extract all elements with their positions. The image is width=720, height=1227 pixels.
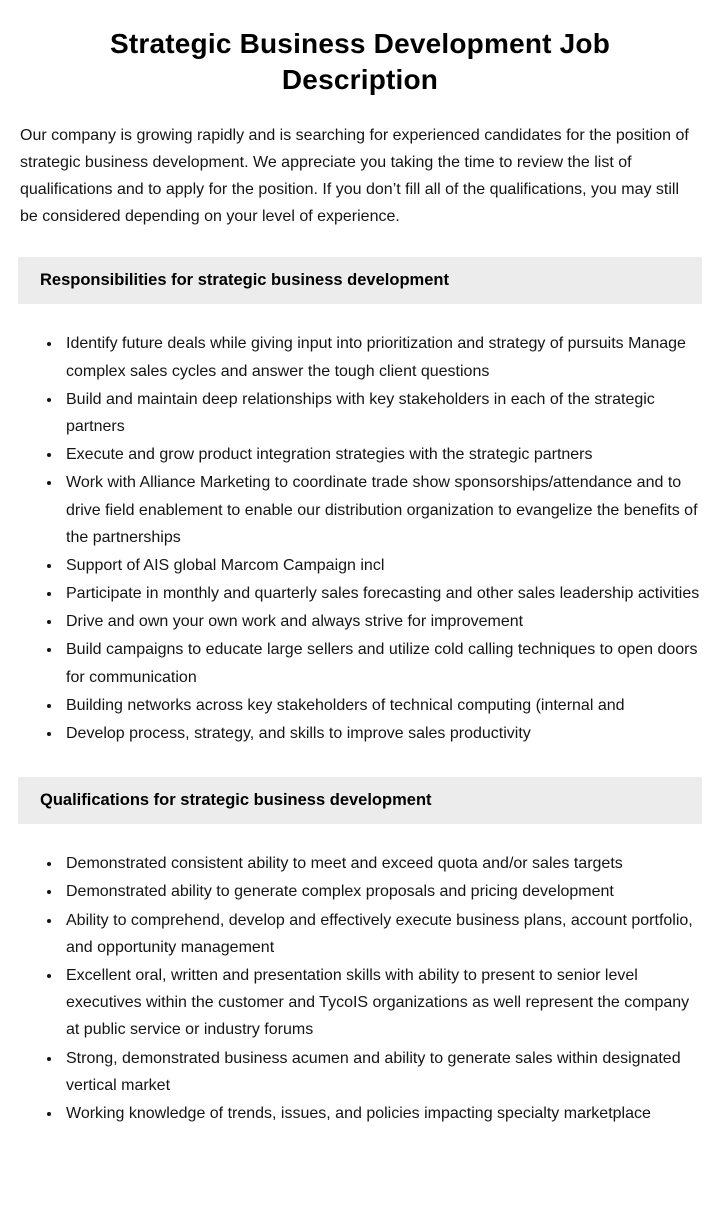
bullet-item: • Excellent oral, written and presentation skills with ability to present to senior level executives within the customer and TycoIS organizations as well represent the company at public service or industry forums (62, 962, 702, 1044)
bullet-item: • Work with Alliance Marketing to coordinate trade show sponsorships/attendance and to drive field enablement to enable our distribution organization to evangelize the benefits of the partnerships (62, 469, 702, 551)
responsibilities-list (18, 330, 702, 747)
bullet-item: • Strong, demonstrated business acumen and ability to generate sales within designated vertical market (62, 1045, 702, 1099)
qualifications-section-heading: Qualifications for strategic business development (18, 777, 702, 824)
intro-paragraph: Our company is growing rapidly and is searching for experienced candidates for the position of strategic business development. We appreciate you taking the time to review the list of qualifications and to apply for the position. If you don’t fill all of the qualifications, you may still be considered depending on your level of experience. (20, 126, 689, 226)
bullet-item: • Building networks across key stakeholders of technical computing (internal and (62, 692, 702, 719)
bullet-item: • Ability to comprehend, develop and effectively execute business plans, account portfolio, and opportunity management (62, 907, 702, 961)
bullet-item: • Develop process, strategy, and skills to improve sales productivity (62, 720, 702, 747)
bullet-item: • Drive and own your own work and always strive for improvement (62, 608, 702, 635)
responsibilities-section-heading: Responsibilities for strategic business development (18, 257, 702, 304)
bullet-item: • Build campaigns to educate large sellers and utilize cold calling techniques to open doors for communication (62, 636, 702, 690)
bullet-item: • Participate in monthly and quarterly sales forecasting and other sales leadership activities (62, 580, 702, 607)
page-title: Strategic Business Development Job Description (109, 28, 611, 95)
bullet-item: • Demonstrated consistent ability to meet and exceed quota and/or sales targets (62, 850, 702, 877)
bullet-item: • Identify future deals while giving input into prioritization and strategy of pursuits Manage complex sales cycles and answer the tough client questions (62, 330, 702, 384)
bullet-item: • Build and maintain deep relationships with key stakeholders in each of the strategic partners (62, 386, 702, 440)
bullet-item: • Working knowledge of trends, issues, and policies impacting specialty marketplace (62, 1100, 702, 1127)
bullet-item: • Support of AIS global Marcom Campaign incl (62, 552, 702, 579)
bullet-item: • Demonstrated ability to generate complex proposals and pricing development (62, 878, 702, 905)
qualifications-list (18, 850, 702, 1127)
bullet-item: • Execute and grow product integration strategies with the strategic partners (62, 441, 702, 468)
